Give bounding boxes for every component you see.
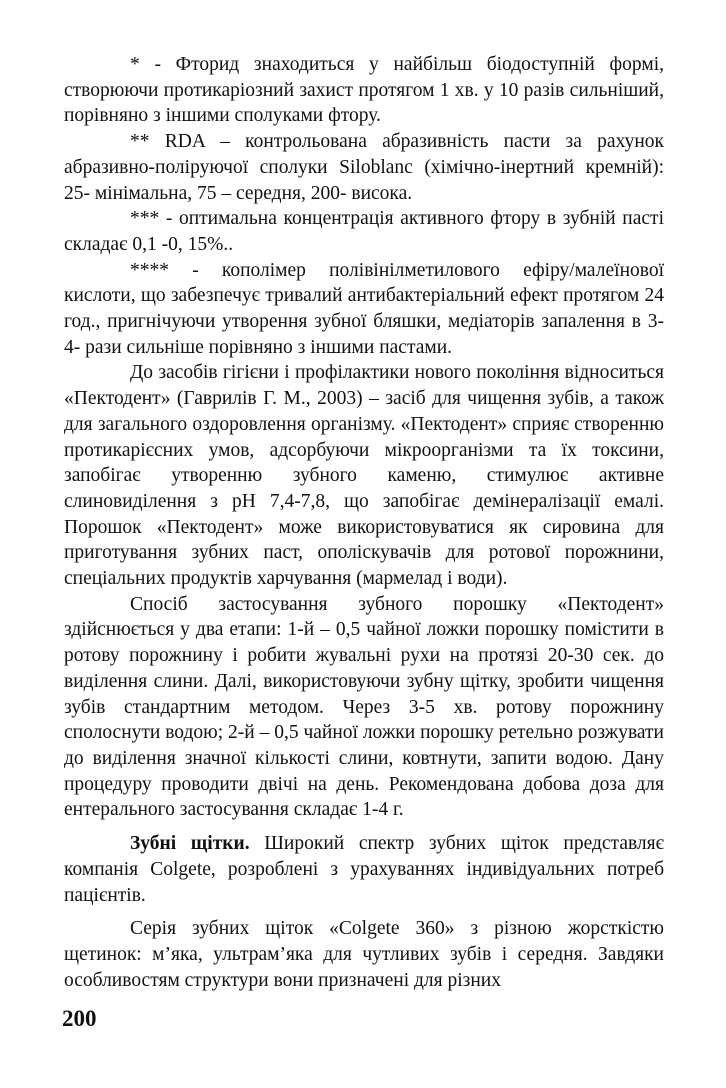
footnote-fluoride: * - Фторид знаходиться у найбільш біодоступній формі, створюючи протикаріозний захист протягом 1 хв. у 10 разів сильніший, порівняно з іншими сполуками фтору. — [64, 54, 664, 127]
page-number: 200 — [62, 1006, 97, 1031]
toothbrushes-text: Широкий спектр зубних щіток представляє компанія Colgete, розроблені з урахуваннях індивідуальних потреб пацієнтів. — [64, 833, 664, 906]
page-body — [64, 52, 664, 993]
paragraph-toothbrushes — [64, 831, 664, 908]
toothbrushes-heading: Зубні щітки. — [130, 833, 250, 855]
footnote-fluoride-concentration: *** - оптимальна концентрація активного фтору в зубній пасті складає 0,1 -0, 15%.. — [64, 208, 664, 255]
paragraph-colgate-360: Серія зубних щіток «Colgete 360» з різною жорсткістю щетинок: м’яка, ультрам’яка для чутливих зубів і середня. Завдяки особливостям структури вони призначені для різних — [64, 918, 664, 991]
paragraph-pectodent-intro: До засобів гігієни і профілактики нового покоління відноситься «Пектодент» (Гаврилів Г. М., 2003) – засіб для чищення зубів, а також для загального оздоровлення організму. «Пектодент» сприяє створенню протикарієсних умов, адсорбуючи мікроорганізми та їх токсини, запобігає утворенню зубного каменю, стимулює активне слиновиділення з рН 7,4-7,8, що запобігає демінералізації емалі. Порошок «Пектодент» може використовуватися як сировина для приготування зубних паст, ополіскувачів для ротової порожнини, спеціальних продуктів харчування (мармелад і води). — [64, 362, 664, 590]
footnote-rda: ** RDA – контрольована абразивність пасти за рахунок абразивно-поліруючої сполуки Siloblanc (хімічно-інертний кремній): 25- мінімальна, 75 – середня, 200- висока. — [64, 131, 664, 204]
paragraph-pectodent-usage: Спосіб застосування зубного порошку «Пектодент» здійснюється у два етапи: 1-й – 0,5 чайної ложки порошку помістити в ротову порожнину і робити жувальні рухи на протязі 20-30 сек. до виділення слини. Далі, використовуючи зубну щітку, зробити чищення зубів стандартним методом. Через 3-5 хв. ротову порожнину сполоснути водою; 2-й – 0,5 чайної ложки порошку ретельно розжувати до виділення значної кількості слини, ковтнути, запити водою. Дану процедуру проводити двічі на день. Рекомендована добова доза для ентерального застосування складає 1-4 г. — [64, 593, 664, 821]
footnote-copolymer: **** - кополімер полівінілметилового ефіру/малеїнової кислоти, що забезпечує тривалий антибактеріальний ефект протягом 24 год., пригнічуючи утворення зубної бляшки, медіаторів запалення в 3-4- рази сильніше порівняно з іншими пастами. — [64, 259, 664, 358]
